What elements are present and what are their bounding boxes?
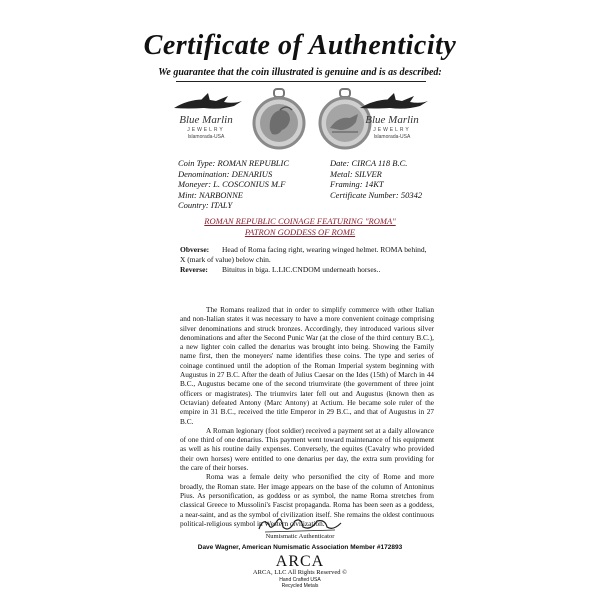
reverse-label: Reverse:	[180, 265, 208, 274]
logo-name: Blue Marlin	[179, 114, 233, 126]
title-divider	[176, 81, 426, 82]
detail-framing: Framing: 14KT	[330, 179, 384, 189]
obverse-text: Head of Roma facing right, wearing winged helmet. ROMA behind, X (mark of value) below chin.	[180, 245, 427, 264]
detail-moneyer: Moneyer: L. COSCONIUS M.F	[178, 179, 286, 189]
detail-denomination: Denomination: DENARIUS	[178, 168, 273, 179]
marlin-icon	[164, 92, 248, 116]
history-paragraph-3: Roma was a female deity who personified the city of Rome and more broadly, the Roman state. Her image appears on the base of the column of Antoninus Pius. As personification, as goddess or as symbol, the name Roma stretches from classical Greece to Mussolini's Fascist propaganda. Roma has been seen as a goddess, a near-saint, and as the symbol of civilization itself. She remains the oldest continuous political-religious symbol in Western civilization.	[180, 472, 434, 528]
signature-role: Numismatic Authenticator	[265, 533, 335, 540]
arca-recycled: Recycled Metals	[281, 583, 319, 589]
certificate-title: Certificate of Authenticity	[143, 30, 457, 61]
history-text	[180, 305, 434, 528]
detail-coin-type: Coin Type: ROMAN REPUBLIC	[178, 158, 290, 168]
history-paragraph-1: The Romans realized that in order to simplify commerce with other Italian and non-Italian states it was necessary to have a more convenient coinage comprising silver denominations and struck bronzes. Accordingly, they introduced various silver denominations and after the Second Punic War (at the close of the third century B.C.), a new lighter coin called the denarius was brought into being. Showing the Family name first, then the moneyers' name identifies these coins. The type and series of coinage continued until the adoption of the Roman Imperial system beginning with Augustus in 27 B.C. After the death of Julius Caesar on the Ides (15th) of March in 44 B.C., Augustus became one of the second triumvirate (the government of three joint officers or magistrates). The triumvirs later fell out and Augustus (known then as Octavian) defeated Antony (Marc Antony) at Actium. He became sole ruler of the empire in 31 B.C., received the title Emperor in 29 B.C., and that of Augustus in 27 B.C.	[180, 305, 434, 426]
marlin-icon	[350, 92, 434, 116]
detail-certificate-number: Certificate Number: 50342	[330, 189, 423, 200]
detail-metal: Metal: SILVER	[330, 168, 382, 179]
arca-brand: ARCA	[275, 553, 325, 570]
section-heading-line1: ROMAN REPUBLIC COINAGE FEATURING "ROMA"	[204, 216, 396, 226]
detail-mint: Mint: NARBONNE	[178, 189, 243, 200]
reverse-text: Bituitus in biga. L.LIC.CNDOM underneath horses..	[222, 265, 381, 274]
section-heading-line2: PATRON GODDESS OF ROME	[244, 227, 356, 237]
logo-sub: JEWELRY	[187, 127, 225, 133]
logo-location: Islamorada-USA	[187, 134, 225, 140]
history-paragraph-2: A Roman legionary (foot soldier) received a payment set at a daily allowance of one third of one denarius. This payment went toward maintenance of his equipment as well as his routine daily expenses. Conversely, the equites (Cavalry who provided their own horses) were entitled to one denarius per day, the extra sum providing for the care of their horses.	[180, 425, 434, 473]
blue-marlin-logo-left	[164, 92, 248, 142]
logo-sub: JEWELRY	[373, 127, 411, 133]
certificate-subtitle: We guarantee that the coin illustrated is genuine and is as described:	[158, 67, 442, 78]
arca-rights: ARCA, LLC All Rights Reserved ©	[252, 569, 348, 576]
arca-small-print	[0, 577, 600, 589]
obverse-label: Obverse:	[180, 245, 210, 254]
details-right	[330, 158, 422, 200]
details-left	[178, 158, 289, 211]
signature-name: Dave Wagner, American Numismatic Association Member #172893	[197, 544, 403, 551]
reverse-description	[180, 265, 432, 275]
logo-name: Blue Marlin	[365, 114, 419, 126]
logo-location: Islamorada-USA	[373, 134, 411, 140]
blue-marlin-logo-right	[350, 92, 434, 142]
detail-country: Country: ITALY	[178, 200, 233, 210]
detail-date: Date: CIRCA 118 B.C.	[330, 158, 408, 168]
arca-hand-crafted: Hand Crafted USA	[279, 577, 321, 583]
obverse-description	[180, 245, 432, 264]
coin-obverse-image	[250, 88, 308, 150]
